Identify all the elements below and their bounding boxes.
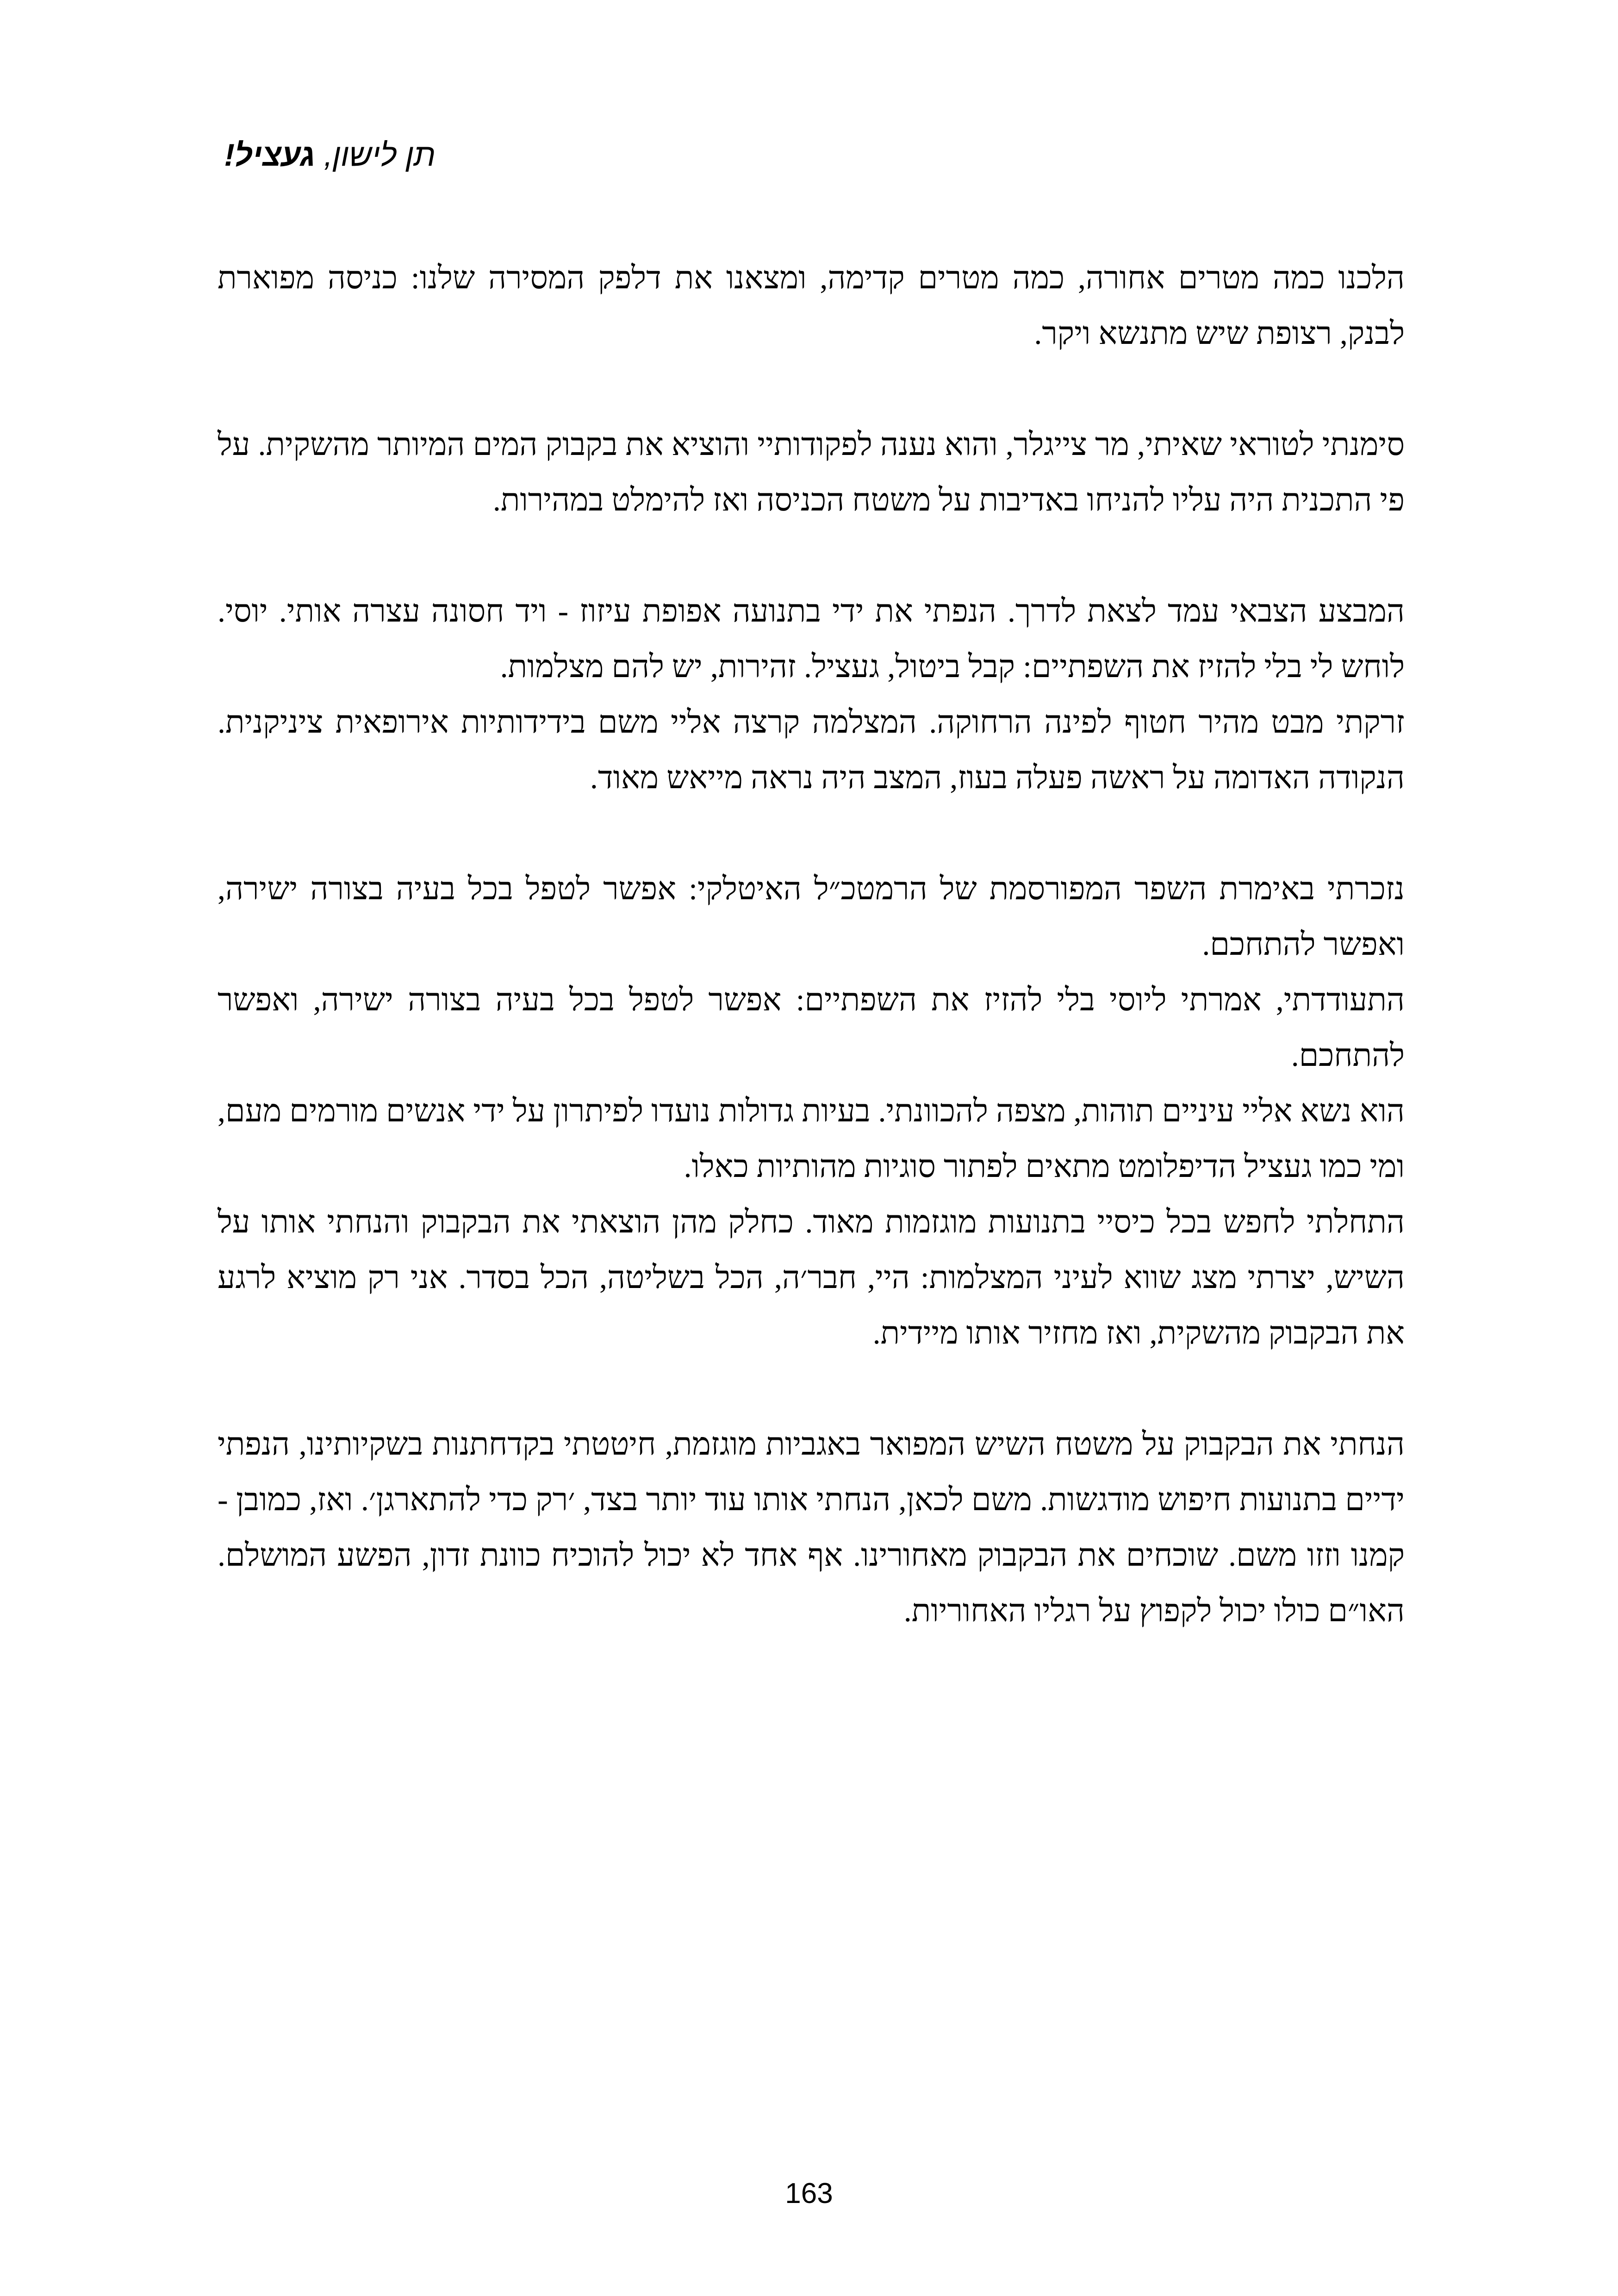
paragraph: הנחתי את הבקבוק על משטח השיש המפואר באגביות מוגזמת, חיטטתי בקדחתנות בשקיותינו, הנפתי ידיים בתנועות חיפוש מודגשות. משם לכאן, הנחתי אותו עוד יותר בצד, ׳רק כדי להתארגן׳. ואז, כמובן - קמנו וזזו משם. שוכחים את הבקבוק מאחורינו. אף אחד לא יכול להוכיח כוונת זדון, הפשע המושלם. האו״ם כולו יכול לקפוץ על רגליו האחוריות.: [218, 1426, 1405, 1628]
paragraph: נזכרתי באימרת השפר המפורסמת של הרמטכ״ל האיטלקי: אפשר לטפל בכל בעיה בצורה ישירה, ואפשר להתחכם.: [218, 871, 1405, 962]
running-header: [112, 134, 436, 176]
paragraph: הוא נשא אליי עיניים תוהות, מצפה להכוונתי. בעיות גדולות נועדו לפיתרון על ידי אנשים מורמים מעם, ומי כמו געציל הדיפלומט מתאים לפתור סוגיות מהותיות כאלו.: [218, 1093, 1405, 1184]
paragraph: זרקתי מבט מהיר חטוף לפינה הרחוקה. המצלמה קרצה אליי משם בידידותיות אירופאית ציניקנית. הנקודה האדומה על ראשה פעלה בעוז, המצב היה נראה מייאש מאוד.: [218, 704, 1405, 795]
header-title-emphasis: געציל!: [224, 137, 316, 173]
paragraph: סימנתי לטוראי שאיתי, מר צייגלר, והוא נענה לפקודותיי והוציא את בקבוק המים המיותר מהשקית. על פי התכנית היה עליו להניחו באדיבות על משטח הכניסה ואז להימלט במהירות.: [218, 427, 1405, 517]
header-title-plain: תן לישון,: [315, 137, 436, 173]
paragraph: הלכנו כמה מטרים אחורה, כמה מטרים קדימה, ומצאנו את דלפק המסירה שלנו: כניסה מפוארת לבנק, רצופת שיש מתנשא ויקר.: [218, 260, 1405, 351]
paragraph: המבצע הצבאי עמד לצאת לדרך. הנפתי את ידי בתנועה אפופת עיזוז - ויד חסונה עצרה אותי. יוסי. לוחש לי בלי להזיז את השפתיים: קבל ביטול, געציל. זהירות, יש להם מצלמות.: [218, 593, 1405, 684]
body-text: [218, 250, 1405, 1638]
paragraph: התעודדתי, אמרתי ליוסי בלי להזיז את השפתיים: אפשר לטפל בכל בעיה בצורה ישירה, ואפשר להתחכם.: [218, 982, 1405, 1073]
page-number: 163: [785, 2178, 833, 2209]
paragraph: התחלתי לחפש בכל כיסיי בתנועות מוגזמות מאוד. כחלק מהן הוצאתי את הבקבוק והנחתי אותו על השיש, יצרתי מצג שווא לעיני המצלמות: היי, חבר׳ה, הכל בשליטה, הכל בסדר. אני רק מוציא לרגע את הבקבוק מהשקית, ואז מחזיר אותו מיידית.: [218, 1204, 1405, 1350]
